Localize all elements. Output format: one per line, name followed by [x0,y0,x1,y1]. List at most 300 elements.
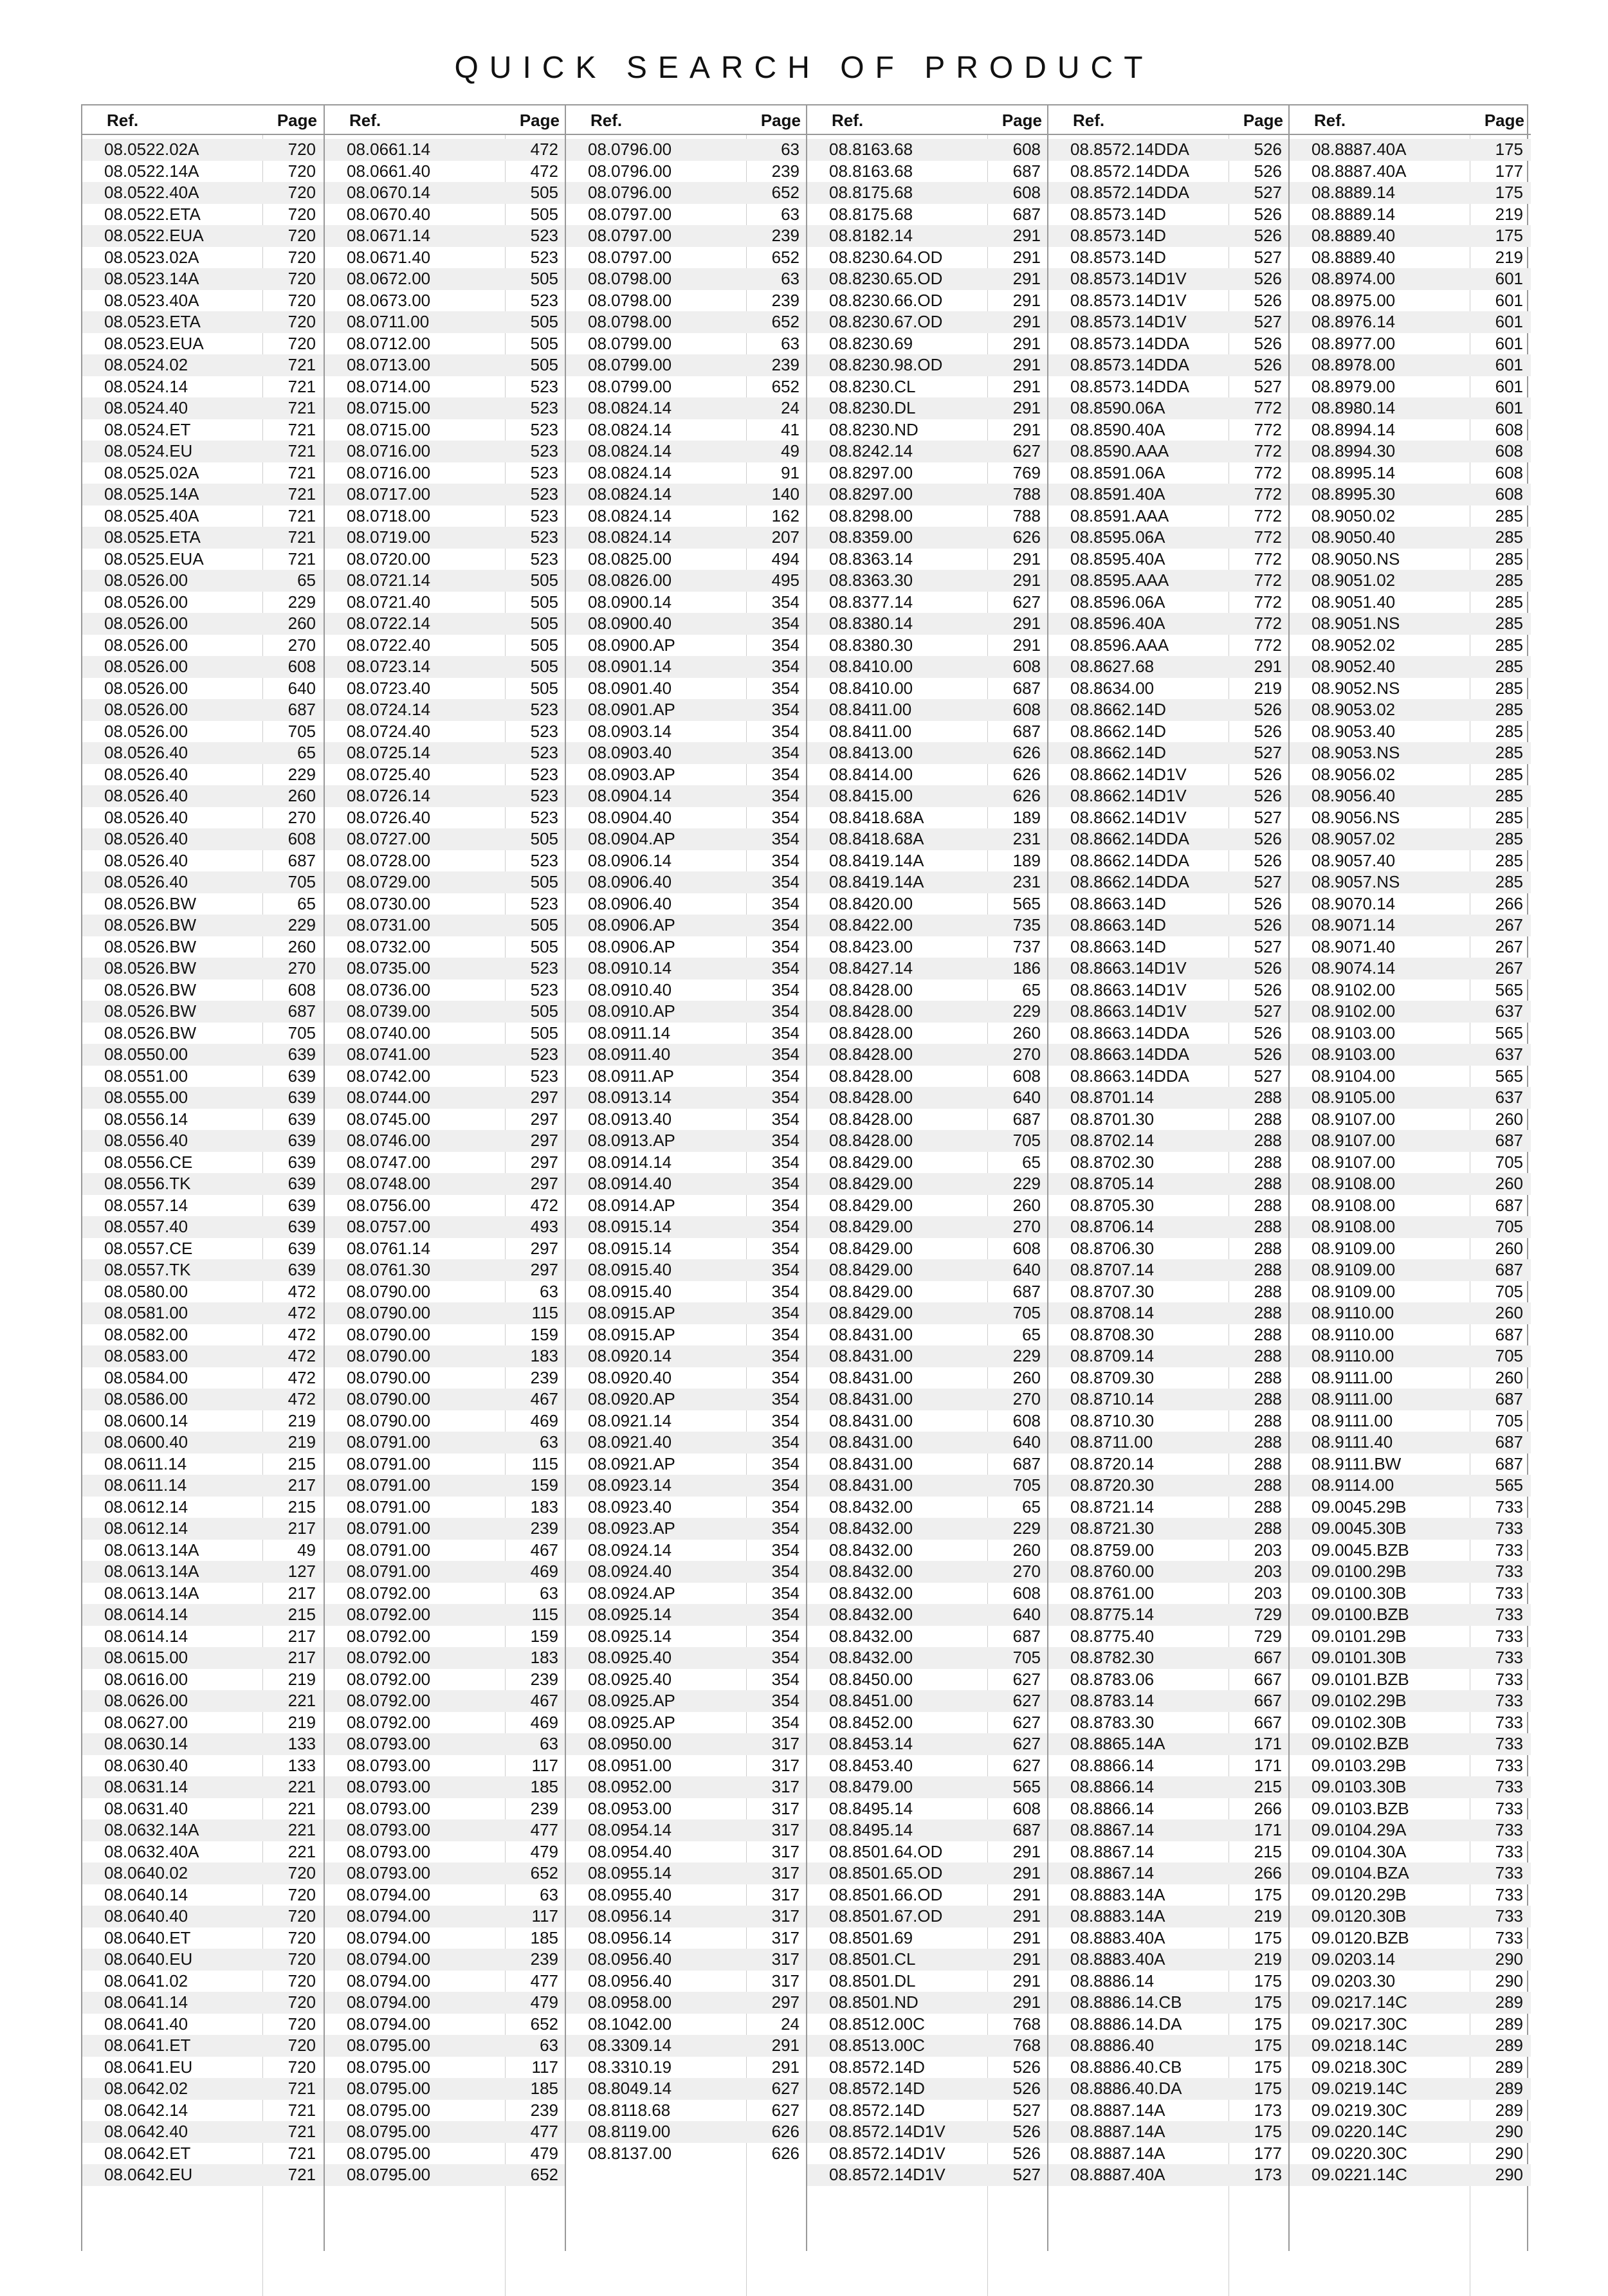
page-cell: 288 [1254,1410,1282,1430]
page-cell: 354 [771,807,799,827]
ref-cell: 08.9111.00 [1311,1410,1393,1430]
ref-header: Ref. [1314,111,1346,130]
page-cell: 527 [1254,936,1282,956]
table-row [1048,613,1290,635]
ref-cell: 08.8867.14 [1070,1820,1155,1839]
table-row [1048,268,1290,290]
ref-cell: 08.0923.14 [588,1475,672,1495]
table-row [566,1669,807,1691]
page-cell: 601 [1495,312,1523,331]
table-row [566,161,807,183]
page-cell: 733 [1495,1691,1523,1710]
ref-cell: 08.0904.14 [588,786,672,805]
page-cell: 720 [288,1949,316,1969]
table-row [1048,1109,1290,1131]
page-cell: 219 [1495,247,1523,267]
ref-cell: 08.9110.00 [1311,1346,1394,1365]
table-row [1290,1087,1531,1109]
ref-cell: 08.8662.14D [1070,743,1166,762]
page-cell: 608 [1495,441,1523,460]
ref-cell: 08.8976.14 [1311,312,1396,331]
page-cell: 639 [288,1066,316,1086]
table-row [1290,268,1531,290]
table-row [807,915,1048,936]
page-cell: 608 [1012,1066,1041,1086]
page-cell: 354 [771,872,799,891]
ref-cell: 08.8429.00 [829,1217,913,1236]
ref-cell: 09.0103.30B [1311,1777,1407,1796]
column-header [1048,105,1290,135]
table-row [82,1561,324,1583]
ref-cell: 08.0742.00 [347,1066,431,1086]
ref-cell: 08.0824.14 [588,506,672,525]
table-row [807,1453,1048,1475]
ref-cell: 08.0642.02 [104,2079,188,2098]
table-row [325,1971,566,1992]
table-row [1048,290,1290,312]
page-cell: 285 [1495,614,1523,633]
ref-cell: 08.8359.00 [829,527,913,547]
table-row [1290,1776,1531,1798]
ref-cell: 08.0716.00 [347,462,431,482]
ref-cell: 08.8596.40A [1070,614,1165,633]
table-row [566,1238,807,1260]
page-cell: 608 [288,829,316,848]
ref-cell: 08.8883.14A [1070,1906,1165,1926]
table-row [1290,807,1531,829]
page-cell: 63 [540,1734,558,1753]
page-cell: 720 [288,269,316,288]
page-cell: 354 [771,1389,799,1408]
ref-cell: 08.0920.14 [588,1346,672,1365]
table-row [325,1712,566,1734]
page-cell: 289 [1495,1992,1523,2012]
page-cell: 652 [771,312,799,331]
ref-cell: 08.0956.40 [588,1949,672,1969]
ref-cell: 08.0925.AP [588,1691,675,1710]
ref-cell: 08.8866.14 [1070,1777,1155,1796]
ref-cell: 08.0716.00 [347,441,431,460]
page-cell: 526 [1254,1044,1282,1064]
table-row [82,441,324,462]
ref-cell: 08.0925.40 [588,1669,672,1689]
page-cell: 640 [1012,1432,1041,1452]
page-cell: 523 [530,850,558,870]
table-row [566,1001,807,1023]
table-row [82,1001,324,1023]
table-row [1290,1152,1531,1174]
page-cell: 354 [771,721,799,741]
table-row [807,1130,1048,1152]
page-cell: 115 [531,1605,558,1624]
ref-cell: 08.8429.00 [829,1238,913,1258]
page-cell: 526 [1012,2143,1041,2163]
page-cell: 117 [531,1906,558,1926]
table-row [82,2035,324,2057]
page-cell: 720 [288,2014,316,2034]
table-row [807,1755,1048,1777]
table-row [566,958,807,979]
page-cell: 219 [288,1432,316,1452]
ref-cell: 08.0715.00 [347,419,431,439]
table-row [1290,182,1531,204]
table-row [82,592,324,614]
ref-cell: 08.0906.40 [588,893,672,913]
ref-cell: 08.0826.00 [588,570,672,590]
table-row [82,139,324,161]
page-cell: 354 [771,1131,799,1150]
page-cell: 472 [288,1346,316,1365]
ref-cell: 08.1042.00 [588,2014,672,2034]
table-row [1048,1324,1290,1346]
ref-cell: 08.8432.00 [829,1540,913,1560]
table-row [82,1949,324,1971]
table-row [82,1884,324,1906]
page-cell: 687 [1495,1432,1523,1452]
ref-cell: 08.0556.CE [104,1152,193,1172]
page-cell: 175 [1254,1927,1282,1947]
ref-cell: 08.0915.AP [588,1303,675,1322]
ref-cell: 08.0641.14 [104,1992,188,2012]
page-cell: 291 [1012,312,1041,331]
table-row [82,204,324,226]
ref-cell: 08.0793.00 [347,1777,431,1796]
table-row [325,764,566,786]
ref-cell: 08.8662.14D1V [1070,764,1187,784]
page-cell: 219 [288,1410,316,1430]
ref-cell: 08.0913.40 [588,1109,672,1129]
page-cell: 705 [1495,1410,1523,1430]
ref-cell: 08.8242.14 [829,441,913,460]
ref-cell: 08.8501.66.OD [829,1884,943,1904]
table-row [82,1798,324,1820]
ref-cell: 08.8513.00C [829,2036,925,2055]
page-cell: 140 [771,484,799,504]
table-row [82,1302,324,1324]
table-row [807,397,1048,419]
page-cell: 354 [771,1518,799,1538]
page-cell: 505 [530,936,558,956]
table-row [1290,570,1531,592]
table-row [1290,1863,1531,1884]
ref-cell: 08.0719.00 [347,527,431,547]
page-cell: 721 [288,355,316,374]
table-row [807,1410,1048,1432]
table-row [82,1669,324,1691]
page-cell: 667 [1254,1691,1282,1710]
page-cell: 215 [288,1453,316,1473]
page-cell: 260 [1012,1195,1041,1215]
page-cell: 65 [1022,1497,1041,1517]
page-cell: 266 [1495,893,1523,913]
table-row [1290,1367,1531,1389]
page-cell: 354 [771,700,799,719]
table-row [807,1841,1048,1863]
ref-cell: 08.8423.00 [829,936,913,956]
table-row [325,549,566,570]
table-row [1048,979,1290,1001]
ref-cell: 08.0740.00 [347,1023,431,1043]
ref-cell: 08.0526.00 [104,570,188,590]
table-row [566,1216,807,1238]
ref-cell: 08.0525.EUA [104,549,204,569]
page-cell: 354 [771,592,799,612]
table-row [1290,1173,1531,1195]
table-row [807,376,1048,398]
table-row [807,656,1048,678]
ref-cell: 09.0100.30B [1311,1583,1407,1603]
table-row [325,699,566,721]
ref-cell: 08.0600.14 [104,1410,188,1430]
page-cell: 523 [530,247,558,267]
table-row [566,2057,807,2079]
table-row [566,527,807,549]
ref-cell: 08.0915.AP [588,1324,675,1344]
page-cell: 239 [771,355,799,374]
ref-cell: 08.0524.40 [104,398,188,417]
table-row [1290,1992,1531,2014]
page-cell: 117 [531,1755,558,1775]
table-row [325,1755,566,1777]
ref-cell: 08.8572.14DDA [1070,140,1190,159]
page-cell: 162 [771,506,799,525]
page-cell: 189 [1012,850,1041,870]
ref-cell: 08.8428.00 [829,1001,913,1021]
ref-cell: 08.0744.00 [347,1088,431,1107]
table-row [566,1647,807,1669]
table-row [1290,1023,1531,1044]
page-cell: 285 [1495,678,1523,698]
table-row [1290,1518,1531,1540]
page-cell: 472 [530,140,558,159]
page-cell: 477 [530,2122,558,2141]
page-cell: 285 [1495,786,1523,805]
page-cell: 354 [771,1174,799,1193]
table-row [1290,225,1531,247]
ref-cell: 08.0797.00 [588,226,672,245]
ref-cell: 08.0556.TK [104,1174,191,1193]
page-cell: 705 [1012,1303,1041,1322]
table-row [566,936,807,958]
page-cell: 285 [1495,700,1523,719]
ref-cell: 08.0794.00 [347,1949,431,1969]
table-row [807,828,1048,850]
ref-cell: 08.0557.TK [104,1260,191,1279]
ref-cell: 08.8662.14D1V [1070,786,1187,805]
page-cell: 260 [288,614,316,633]
table-row [1048,182,1290,204]
table-row [566,2078,807,2100]
ref-cell: 09.0120.BZB [1311,1927,1409,1947]
ref-header: Ref. [107,111,139,130]
page-cell: 526 [1012,2057,1041,2077]
ref-cell: 08.8429.00 [829,1260,913,1279]
ref-cell: 08.0715.00 [347,398,431,417]
ref-cell: 08.0526.BW [104,893,197,913]
table-row [566,1949,807,1971]
page-cell: 733 [1495,1583,1523,1603]
ref-cell: 08.0526.40 [104,850,188,870]
ref-cell: 08.0526.00 [104,635,188,655]
table-row [82,1776,324,1798]
page-cell: 290 [1495,1949,1523,1969]
table-row [325,1798,566,1820]
table-row [82,549,324,570]
table-row [1290,1302,1531,1324]
table-row [325,2121,566,2143]
table-row [566,1087,807,1109]
ref-cell: 08.0913.14 [588,1088,672,1107]
table-row [1290,592,1531,614]
ref-cell: 08.0526.00 [104,592,188,612]
ref-cell: 08.8978.00 [1311,355,1396,374]
ref-header: Ref. [590,111,623,130]
table-row [82,936,324,958]
table-row [807,204,1048,226]
page-cell: 527 [1254,1066,1282,1086]
ref-cell: 09.0217.14C [1311,1992,1407,2012]
ref-cell: 08.0925.AP [588,1712,675,1732]
table-row [1048,441,1290,462]
page-cell: 260 [1012,1023,1041,1043]
ref-cell: 08.8572.14D [829,2100,925,2120]
ref-cell: 08.0581.00 [104,1303,188,1322]
ref-cell: 08.0790.00 [347,1389,431,1408]
ref-cell: 08.0791.00 [347,1432,431,1452]
page-header: Page [519,111,560,130]
page-cell: 203 [1254,1583,1282,1603]
ref-cell: 09.0219.14C [1311,2079,1407,2098]
table-row [807,419,1048,441]
page-cell: 288 [1254,1109,1282,1129]
ref-cell: 08.8572.14DDA [1070,183,1190,202]
page-cell: 266 [1254,1798,1282,1818]
page-cell: 627 [1012,1755,1041,1775]
page-cell: 354 [771,1367,799,1387]
table-row [807,1884,1048,1906]
table-row [1048,742,1290,764]
page-cell: 640 [1012,1260,1041,1279]
table-row [566,678,807,700]
ref-cell: 08.8512.00C [829,2014,925,2034]
ref-cell: 08.0923.AP [588,1518,675,1538]
page-cell: 527 [1012,2100,1041,2120]
table-row [807,850,1048,872]
page-cell: 667 [1254,1712,1282,1732]
page-cell: 175 [1254,1884,1282,1904]
ref-cell: 08.8230.69 [829,333,913,353]
page-cell: 229 [1012,1001,1041,1021]
page-cell: 565 [1012,893,1041,913]
ref-cell: 08.9109.00 [1311,1260,1396,1279]
ref-cell: 08.8702.14 [1070,1131,1155,1150]
ref-cell: 08.0523.14A [104,269,199,288]
page-cell: 354 [771,1152,799,1172]
ref-cell: 08.8413.00 [829,743,913,762]
table-row [325,527,566,549]
page-cell: 772 [1254,527,1282,547]
ref-cell: 08.0911.40 [588,1044,671,1064]
ref-cell: 08.0630.40 [104,1755,188,1775]
ref-cell: 09.0218.30C [1311,2057,1407,2077]
ref-cell: 08.8595.40A [1070,549,1165,569]
table-row [325,1690,566,1712]
page-cell: 229 [288,764,316,784]
page-cell: 171 [1254,1734,1282,1753]
page-cell: 721 [288,462,316,482]
table-row [325,807,566,829]
table-row [1048,656,1290,678]
ref-cell: 08.8432.00 [829,1605,913,1624]
ref-cell: 08.8707.30 [1070,1281,1155,1301]
table-row [325,397,566,419]
ref-cell: 08.8886.40.DA [1070,2079,1182,2098]
page-cell: 288 [1254,1260,1282,1279]
page-cell: 219 [1254,1949,1282,1969]
index-column-2 [324,105,566,2251]
page-cell: 505 [530,570,558,590]
page-cell: 505 [530,678,558,698]
ref-cell: 08.0526.00 [104,700,188,719]
table-row [82,311,324,333]
ref-cell: 08.9114.00 [1311,1475,1394,1495]
page-cell: 291 [1012,290,1041,310]
page-cell: 627 [771,2100,799,2120]
page-cell: 354 [771,893,799,913]
table-row [566,1281,807,1303]
page-cell: 733 [1495,1497,1523,1517]
page-cell: 687 [1012,1820,1041,1839]
page-cell: 527 [1254,807,1282,827]
ref-cell: 08.0914.14 [588,1152,672,1172]
page-cell: 127 [288,1562,316,1581]
page-cell: 285 [1495,829,1523,848]
table-row [82,807,324,829]
table-row [1048,1927,1290,1949]
page-cell: 721 [288,441,316,460]
ref-cell: 09.0045.30B [1311,1518,1407,1538]
page-cell: 354 [771,1712,799,1732]
page-cell: 733 [1495,1562,1523,1581]
page-cell: 175 [1254,2122,1282,2141]
table-row [82,1152,324,1174]
ref-cell: 09.0203.30 [1311,1971,1396,1991]
page-cell: 720 [288,226,316,245]
ref-cell: 08.0611.14 [104,1475,187,1495]
page-cell: 477 [530,1971,558,1991]
table-row [1290,1044,1531,1066]
page-cell: 472 [288,1281,316,1301]
table-row [566,204,807,226]
table-row [82,635,324,657]
page-cell: 720 [288,1927,316,1947]
ref-cell: 08.8230.67.OD [829,312,943,331]
ref-cell: 08.0903.14 [588,721,672,741]
page-cell: 472 [288,1324,316,1344]
page-cell: 354 [771,764,799,784]
table-row [1048,958,1290,979]
ref-cell: 08.0910.14 [588,958,672,978]
ref-cell: 08.8431.00 [829,1475,913,1495]
table-row [1290,2057,1531,2079]
page-cell: 260 [1012,1540,1041,1560]
page-cell: 505 [530,1001,558,1021]
page-header: Page [1001,111,1042,130]
ref-cell: 08.0722.40 [347,635,431,655]
page-cell: 720 [288,1863,316,1882]
ref-cell: 08.0725.14 [347,743,431,762]
ref-cell: 08.8866.14 [1070,1798,1155,1818]
